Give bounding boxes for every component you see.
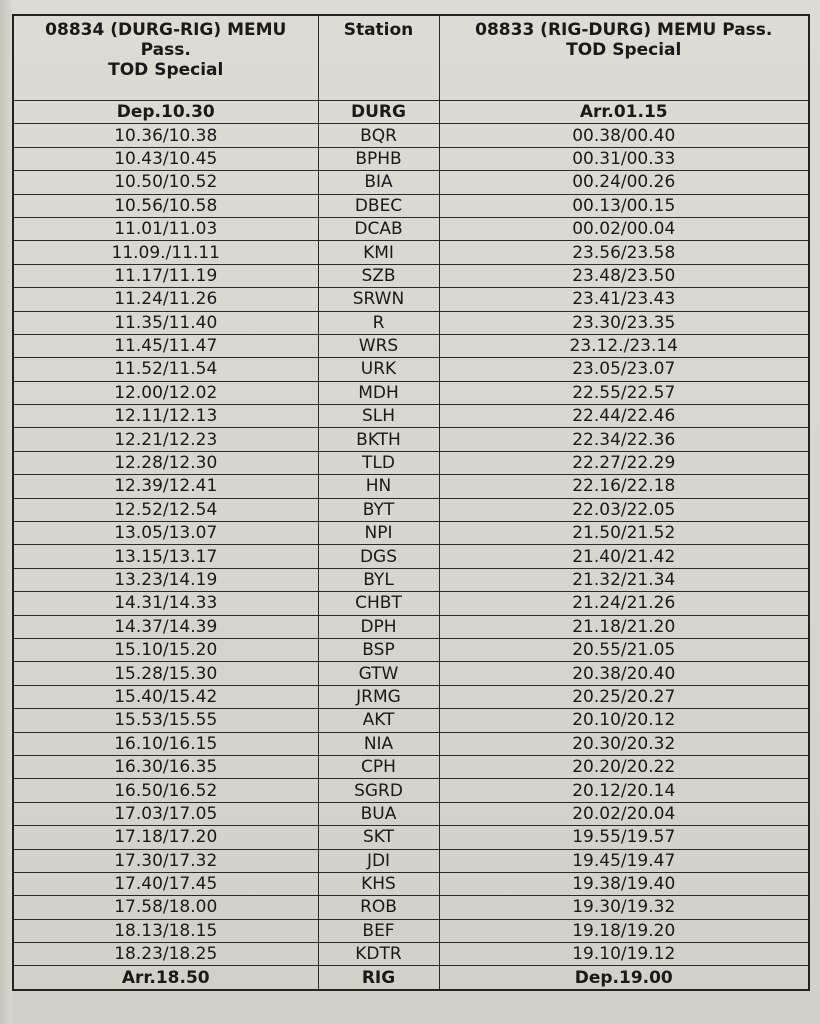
- up-time-cell: 00.24/00.26: [439, 171, 809, 194]
- timetable-header-row: [13, 15, 809, 101]
- station-cell: URK: [318, 358, 439, 381]
- down-time-cell: 16.30/16.35: [13, 755, 318, 778]
- down-time-cell: 16.50/16.52: [13, 779, 318, 802]
- table-row: [13, 451, 809, 474]
- up-time-cell: 21.24/21.26: [439, 592, 809, 615]
- header-down-train-line: TOD Special: [108, 60, 224, 80]
- down-time-cell: 13.23/14.19: [13, 568, 318, 591]
- table-row: [13, 919, 809, 942]
- down-time-cell: Dep.10.30: [13, 101, 318, 124]
- station-cell: JDI: [318, 849, 439, 872]
- up-time-cell: 22.34/22.36: [439, 428, 809, 451]
- down-time-cell: 18.23/18.25: [13, 943, 318, 966]
- down-time-cell: 10.36/10.38: [13, 124, 318, 147]
- table-row: [13, 662, 809, 685]
- up-time-cell: 00.38/00.40: [439, 124, 809, 147]
- down-time-cell: 11.17/11.19: [13, 264, 318, 287]
- station-cell: BYL: [318, 568, 439, 591]
- station-cell: SLH: [318, 405, 439, 428]
- station-cell: DBEC: [318, 194, 439, 217]
- station-cell: KMI: [318, 241, 439, 264]
- table-row: [13, 709, 809, 732]
- up-time-cell: 23.12./23.14: [439, 334, 809, 357]
- station-cell: DGS: [318, 545, 439, 568]
- station-cell: TLD: [318, 451, 439, 474]
- table-row: [13, 124, 809, 147]
- table-row: [13, 241, 809, 264]
- station-cell: SKT: [318, 826, 439, 849]
- table-row: [13, 638, 809, 661]
- station-cell: SZB: [318, 264, 439, 287]
- table-row: [13, 545, 809, 568]
- down-time-cell: 14.31/14.33: [13, 592, 318, 615]
- up-time-cell: 22.44/22.46: [439, 405, 809, 428]
- up-time-cell: 23.56/23.58: [439, 241, 809, 264]
- station-cell: BSP: [318, 638, 439, 661]
- down-time-cell: 11.09./11.11: [13, 241, 318, 264]
- up-time-cell: 00.02/00.04: [439, 217, 809, 240]
- table-row: [13, 171, 809, 194]
- station-cell: BUA: [318, 802, 439, 825]
- station-cell: SRWN: [318, 288, 439, 311]
- up-time-cell: 23.05/23.07: [439, 358, 809, 381]
- up-time-cell: 00.13/00.15: [439, 194, 809, 217]
- header-up-train-line: TOD Special: [566, 40, 682, 60]
- up-time-cell: 21.50/21.52: [439, 522, 809, 545]
- down-time-cell: 12.11/12.13: [13, 405, 318, 428]
- station-cell: GTW: [318, 662, 439, 685]
- up-time-cell: 22.55/22.57: [439, 381, 809, 404]
- timetable: [12, 14, 810, 991]
- table-row: [13, 826, 809, 849]
- station-cell: BKTH: [318, 428, 439, 451]
- header-down-train: [13, 15, 318, 101]
- table-row: [13, 849, 809, 872]
- station-cell: MDH: [318, 381, 439, 404]
- up-time-cell: 21.32/21.34: [439, 568, 809, 591]
- up-time-cell: Dep.19.00: [439, 966, 809, 990]
- header-station: Station: [318, 15, 439, 101]
- table-row: [13, 194, 809, 217]
- up-time-cell: 19.45/19.47: [439, 849, 809, 872]
- up-time-cell: 19.30/19.32: [439, 896, 809, 919]
- table-row: [13, 334, 809, 357]
- up-time-cell: 20.30/20.32: [439, 732, 809, 755]
- station-cell: CPH: [318, 755, 439, 778]
- station-cell: BYT: [318, 498, 439, 521]
- down-time-cell: 11.45/11.47: [13, 334, 318, 357]
- station-cell: NIA: [318, 732, 439, 755]
- station-cell: JRMG: [318, 685, 439, 708]
- down-time-cell: 17.40/17.45: [13, 872, 318, 895]
- station-cell: WRS: [318, 334, 439, 357]
- up-time-cell: 21.40/21.42: [439, 545, 809, 568]
- table-row: [13, 779, 809, 802]
- table-row: [13, 685, 809, 708]
- down-time-cell: 15.53/15.55: [13, 709, 318, 732]
- table-row: [13, 896, 809, 919]
- up-time-cell: 20.55/21.05: [439, 638, 809, 661]
- down-time-cell: 12.00/12.02: [13, 381, 318, 404]
- table-row: [13, 381, 809, 404]
- station-cell: RIG: [318, 966, 439, 990]
- station-cell: KDTR: [318, 943, 439, 966]
- up-time-cell: 19.38/19.40: [439, 872, 809, 895]
- down-time-cell: 17.30/17.32: [13, 849, 318, 872]
- down-time-cell: 15.28/15.30: [13, 662, 318, 685]
- down-time-cell: 15.40/15.42: [13, 685, 318, 708]
- header-down-train-line: 08834 (DURG-RIG) MEMU: [45, 20, 287, 40]
- table-row: [13, 498, 809, 521]
- up-time-cell: 23.30/23.35: [439, 311, 809, 334]
- table-row: [13, 872, 809, 895]
- station-cell: AKT: [318, 709, 439, 732]
- down-time-cell: 10.50/10.52: [13, 171, 318, 194]
- header-up-train-line: 08833 (RIG-DURG) MEMU Pass.: [475, 20, 773, 40]
- up-time-cell: 19.55/19.57: [439, 826, 809, 849]
- table-row: [13, 592, 809, 615]
- table-row: [13, 755, 809, 778]
- table-row: [13, 943, 809, 966]
- down-time-cell: 10.56/10.58: [13, 194, 318, 217]
- table-row: [13, 475, 809, 498]
- table-row: [13, 264, 809, 287]
- up-time-cell: 22.03/22.05: [439, 498, 809, 521]
- up-time-cell: 20.38/20.40: [439, 662, 809, 685]
- down-time-cell: 13.15/13.17: [13, 545, 318, 568]
- up-time-cell: 22.16/22.18: [439, 475, 809, 498]
- down-time-cell: 12.21/12.23: [13, 428, 318, 451]
- down-time-cell: 14.37/14.39: [13, 615, 318, 638]
- station-cell: BQR: [318, 124, 439, 147]
- up-time-cell: 20.10/20.12: [439, 709, 809, 732]
- station-cell: DCAB: [318, 217, 439, 240]
- up-time-cell: 23.48/23.50: [439, 264, 809, 287]
- header-down-train-line: Pass.: [140, 40, 191, 60]
- down-time-cell: 12.39/12.41: [13, 475, 318, 498]
- station-cell: SGRD: [318, 779, 439, 802]
- station-cell: DURG: [318, 101, 439, 124]
- up-time-cell: 19.18/19.20: [439, 919, 809, 942]
- station-cell: DPH: [318, 615, 439, 638]
- down-time-cell: 12.52/12.54: [13, 498, 318, 521]
- table-row: [13, 288, 809, 311]
- station-cell: HN: [318, 475, 439, 498]
- up-time-cell: Arr.01.15: [439, 101, 809, 124]
- up-time-cell: 20.12/20.14: [439, 779, 809, 802]
- station-cell: BPHB: [318, 147, 439, 170]
- up-time-cell: 19.10/19.12: [439, 943, 809, 966]
- table-row: [13, 966, 809, 990]
- table-row: [13, 522, 809, 545]
- table-row: [13, 405, 809, 428]
- up-time-cell: 22.27/22.29: [439, 451, 809, 474]
- station-cell: NPI: [318, 522, 439, 545]
- station-cell: BIA: [318, 171, 439, 194]
- table-row: [13, 101, 809, 124]
- down-time-cell: 11.35/11.40: [13, 311, 318, 334]
- station-cell: CHBT: [318, 592, 439, 615]
- table-row: [13, 311, 809, 334]
- down-time-cell: 16.10/16.15: [13, 732, 318, 755]
- station-cell: ROB: [318, 896, 439, 919]
- down-time-cell: Arr.18.50: [13, 966, 318, 990]
- up-time-cell: 21.18/21.20: [439, 615, 809, 638]
- table-row: [13, 147, 809, 170]
- up-time-cell: 23.41/23.43: [439, 288, 809, 311]
- page-edge: [0, 0, 12, 1024]
- up-time-cell: 20.20/20.22: [439, 755, 809, 778]
- down-time-cell: 11.52/11.54: [13, 358, 318, 381]
- down-time-cell: 10.43/10.45: [13, 147, 318, 170]
- down-time-cell: 17.03/17.05: [13, 802, 318, 825]
- table-row: [13, 217, 809, 240]
- up-time-cell: 00.31/00.33: [439, 147, 809, 170]
- down-time-cell: 18.13/18.15: [13, 919, 318, 942]
- down-time-cell: 17.58/18.00: [13, 896, 318, 919]
- table-row: [13, 802, 809, 825]
- table-row: [13, 615, 809, 638]
- station-cell: KHS: [318, 872, 439, 895]
- header-up-train: [439, 15, 809, 101]
- down-time-cell: 11.01/11.03: [13, 217, 318, 240]
- table-row: [13, 732, 809, 755]
- station-cell: R: [318, 311, 439, 334]
- station-cell: BEF: [318, 919, 439, 942]
- down-time-cell: 15.10/15.20: [13, 638, 318, 661]
- table-row: [13, 568, 809, 591]
- up-time-cell: 20.25/20.27: [439, 685, 809, 708]
- down-time-cell: 11.24/11.26: [13, 288, 318, 311]
- down-time-cell: 13.05/13.07: [13, 522, 318, 545]
- table-row: [13, 358, 809, 381]
- up-time-cell: 20.02/20.04: [439, 802, 809, 825]
- down-time-cell: 12.28/12.30: [13, 451, 318, 474]
- down-time-cell: 17.18/17.20: [13, 826, 318, 849]
- table-row: [13, 428, 809, 451]
